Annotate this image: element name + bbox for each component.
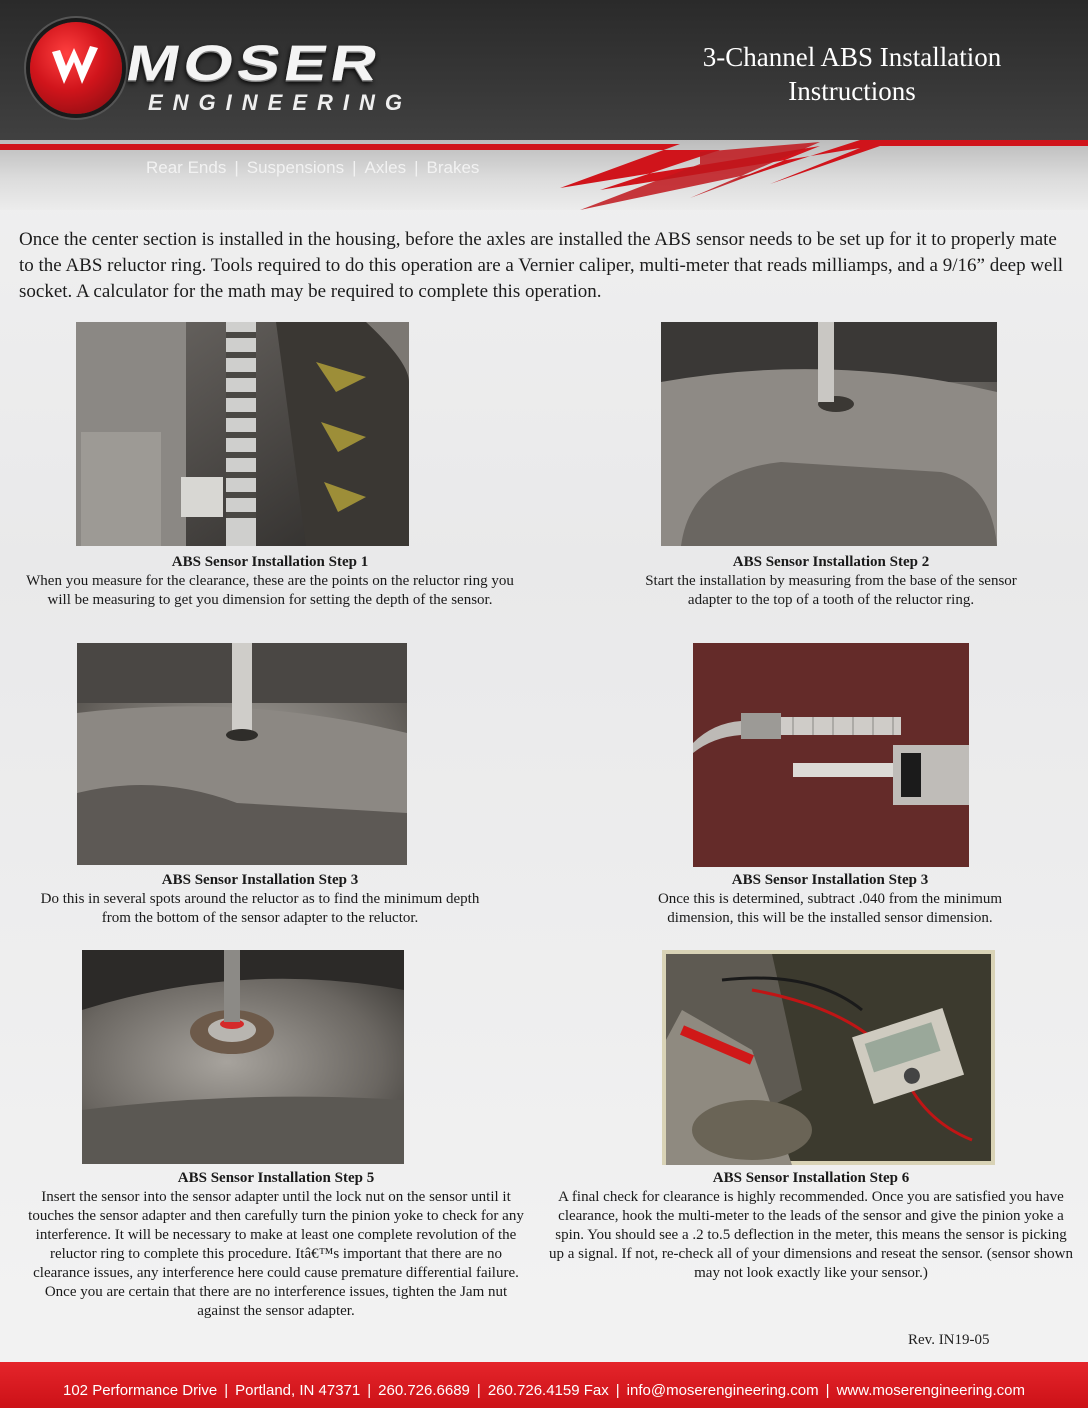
- step-title: ABS Sensor Installation Step 1: [171, 554, 369, 570]
- footer-email-link[interactable]: info@moserengineering.com: [626, 1382, 819, 1399]
- tagline-item: Axles: [364, 158, 407, 177]
- step-3-caption: [30, 871, 490, 928]
- step-5-photo: [82, 950, 404, 1164]
- intro-paragraph: Once the center section is installed in the housing, before the axles are installed the ABS sensor needs to be set up for it to properly mate to the ABS reluctor ring. Tools required to do this operation are a Vernier caliper, multi-meter that reads milliamps, and a 9/16” deep well socket. A calculator for the math may be required to complete this operation.: [19, 229, 1064, 302]
- title-line-1: 3-Channel ABS Installation: [702, 42, 1002, 72]
- step-title: ABS Sensor Installation Step 6: [712, 1170, 910, 1186]
- revision-label: Rev. IN19-05: [908, 1332, 990, 1348]
- tagline-item: Suspensions: [246, 158, 345, 177]
- footer-phone: 260.726.6689: [378, 1382, 470, 1399]
- step-3b-photo: [693, 643, 969, 867]
- step-text: Once this is determined, subtract .040 from the minimum dimension, this will be the installed sensor dimension.: [657, 891, 1003, 926]
- step-title: ABS Sensor Installation Step 3: [161, 872, 359, 888]
- tagline-item: Brakes: [426, 158, 480, 177]
- moser-logo-icon: [30, 22, 122, 114]
- tagline-separator: |: [414, 158, 419, 177]
- footer-address: 102 Performance Drive: [63, 1382, 218, 1399]
- step-text: A final check for clearance is highly recommended. Once you are satisfied you have clearance, hook the multi-meter to the leads of the sensor and give the pinion yoke a spin. You should see a .2 to.5 deflection in the meter, this means the sensor is picking up a signal. If not, re-check all of your dimensions and reseat the sensor. (sensor shown may not look exactly like your sensor.): [548, 1189, 1074, 1281]
- step-6-caption: [546, 1169, 1076, 1283]
- footer-separator: |: [825, 1382, 830, 1399]
- title-line-2: Instructions: [788, 76, 916, 106]
- footer-separator: |: [476, 1382, 481, 1399]
- brand-name: MOSER: [121, 34, 387, 91]
- header-red-swoosh: [0, 138, 1088, 218]
- step-6-photo: [662, 950, 995, 1165]
- footer-contact: [0, 1382, 1088, 1399]
- tagline-separator: |: [234, 158, 239, 177]
- footer-website-link[interactable]: www.moserengineering.com: [836, 1382, 1025, 1399]
- step-text: Insert the sensor into the sensor adapter until the lock nut on the sensor until it touches the sensor adapter and then carefully turn the pinion yoke to check for any interference. It will be necessary to make at least one complete revolution of the reluctor ring to complete this procedure. Itâ€™s important that there are no clearance issues, any interference here could cause premature differential failure. Once you are certain that there are no interference issues, tighten the Jam nut against the sensor adapter.: [28, 1189, 524, 1319]
- document-title: [640, 40, 1064, 108]
- step-title: ABS Sensor Installation Step 2: [732, 554, 930, 570]
- footer-separator: |: [367, 1382, 372, 1399]
- step-text: When you measure for the clearance, these are the points on the reluctor ring you will be measuring to get you dimension for setting the depth of the sensor.: [26, 573, 514, 608]
- step-3-photo: [77, 643, 407, 865]
- step-text: Start the installation by measuring from the base of the sensor adapter to the top of a tooth of the reluctor ring.: [645, 573, 1017, 608]
- step-1-photo: [76, 322, 409, 546]
- tagline: [146, 158, 479, 178]
- step-3b-caption: [630, 871, 1030, 928]
- step-2-caption: [622, 553, 1040, 610]
- footer-fax: 260.726.4159 Fax: [487, 1382, 609, 1399]
- step-title: ABS Sensor Installation Step 5: [177, 1170, 375, 1186]
- tagline-item: Rear Ends: [146, 158, 227, 177]
- footer-city: Portland, IN 47371: [235, 1382, 361, 1399]
- step-5-caption: [22, 1169, 530, 1321]
- tagline-separator: |: [352, 158, 357, 177]
- step-title: ABS Sensor Installation Step 3: [731, 872, 929, 888]
- step-text: Do this in several spots around the reluctor as to find the minimum depth from the bottom of the sensor adapter to the reluctor.: [40, 891, 480, 926]
- footer-separator: |: [615, 1382, 620, 1399]
- brand-subtitle: ENGINEERING: [148, 90, 413, 115]
- step-2-photo: [661, 322, 997, 546]
- footer-separator: |: [224, 1382, 229, 1399]
- step-1-caption: [20, 553, 520, 610]
